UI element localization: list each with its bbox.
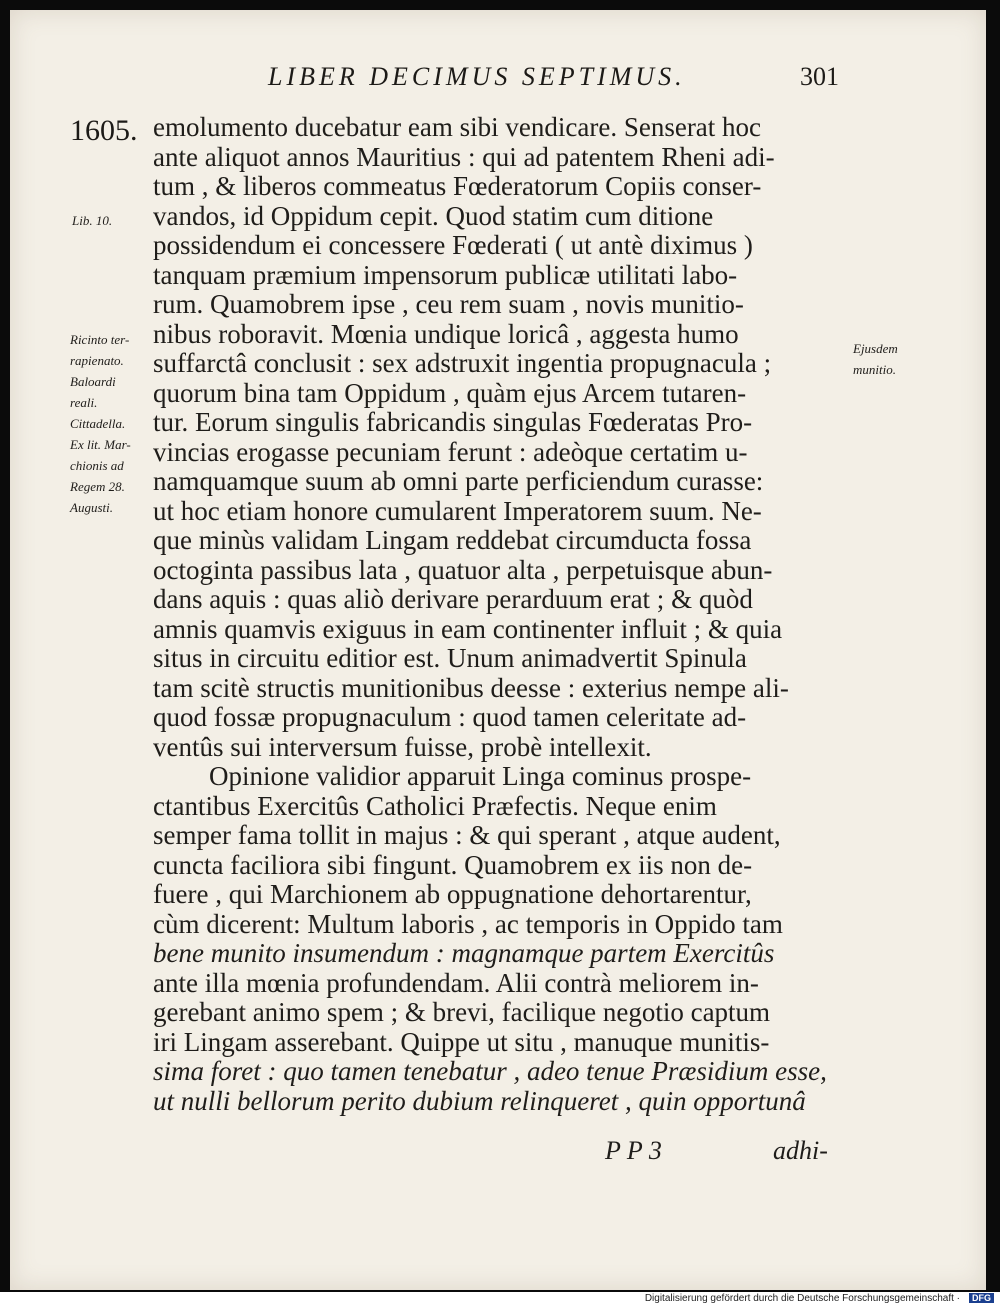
year-marginal: 1605. [70,114,138,147]
text-line: cuncta faciliora sibi fingunt. Quamobrem ex iis non de- [153,850,753,880]
text-line: ventûs sui interversum fuisse, probè intellexit. [153,732,652,762]
book-page [10,10,986,1290]
running-head: LIBER DECIMUS SEPTIMUS. [268,62,686,91]
text-line: gerebant animo spem ; & brevi, facilique negotio captum [153,998,771,1027]
margin-note-line: Baloardi [70,374,116,389]
page-number: 301 [800,62,839,91]
margin-note-line: munitio. [853,362,896,377]
digitization-footer [0,1292,1000,1307]
text-line: tur. Eorum singulis fabricandis singulas Fœderatas Pro- [153,408,753,437]
margin-note-ejusdem [853,338,898,380]
text-line: vandos, id Oppidum cepit. Quod statim cum ditione [153,201,714,231]
text-line: dans aquis : quas aliò derivare perarduum erat ; & quòd [153,585,753,614]
text-line: suffarctâ conclusit : sex adstruxit ingentia propugnacula ; [153,349,772,378]
text-line: iri Lingam asserebant. Quippe ut situ , manuque munitis- [153,1027,770,1057]
margin-note-line: chionis ad [70,458,124,473]
text-line: cùm dicerent: Multum laboris , ac temporis in Oppido tam [153,909,783,939]
text-line: quorum bina tam Oppidum , quàm ejus Arcem tutaren- [153,378,747,408]
text-line: ut nulli bellorum perito dubium relinqueret , quin opportunâ [153,1086,806,1116]
text-line: fuere , qui Marchionem ab oppugnatione dehortarentur, [153,880,752,909]
text-line: tam scitè structis munitionibus deesse : exterius nempe ali- [153,673,789,703]
text-line: que minùs validam Lingam reddebat circumducta fossa [153,526,752,555]
margin-note-line: Lib. 10. [72,213,113,228]
margin-note-line: Augusti. [70,500,113,515]
body-text [153,113,853,1116]
margin-note-lib [72,210,112,231]
signature-mark: P P 3 [605,1136,662,1165]
text-line: ctantibus Exercitûs Catholici Præfectis. Neque enim [153,791,717,821]
catchword: adhi- [773,1136,828,1165]
dfg-logo: DFG [969,1293,994,1303]
text-line: Opinione validior apparuit Linga cominus prospe- [209,762,752,791]
text-line: ut hoc etiam honore cumularent Imperatorem suum. Ne- [153,496,762,526]
text-line: namquamque suum ab omni parte perficiendum curasse: [153,467,764,496]
text-line: situs in circuitu editior est. Unum animadvertit Spinula [153,644,747,673]
text-line: semper fama tollit in majus : & qui sperant , atque audent, [153,821,781,850]
text-line: quod fossæ propugnaculum : quod tamen celeritate ad- [153,703,747,732]
text-line: ante illa mœnia profundendam. Alii contrà meliorem in- [153,968,759,998]
margin-note-line: Ex lit. Mar- [70,437,131,452]
margin-note-line: Ricinto ter- [70,332,130,347]
text-line: tum , & liberos commeatus Fœderatorum Copiis conser- [153,172,762,201]
text-line: amnis quamvis exiguus in eam continenter influit ; & quia [153,614,783,644]
text-line: sima foret : quo tamen tenebatur , adeo tenue Præsidium esse, [153,1057,827,1086]
text-line: possidendum ei concessere Fœderati ( ut antè diximus ) [153,231,753,260]
margin-note-line: rapienato. [70,353,124,368]
text-line: octoginta passibus lata , quatuor alta , perpetuisque abun- [153,555,773,585]
margin-note-line: reali. [70,395,98,410]
margin-note-line: Cittadella. [70,416,126,431]
text-line: ante aliquot annos Mauritius : qui ad patentem Rheni adi- [153,142,775,172]
text-line: rum. Quamobrem ipse , ceu rem suam , novis munitio- [153,290,744,319]
text-line: nibus roboravit. Mœnia undique loricâ , aggesta humo [153,319,739,349]
margin-note-line: Regem 28. [70,479,125,494]
footer-credit: Digitalisierung gefördert durch die Deutsche Forschungsgemeinschaft · [644,1293,960,1304]
margin-note-ricinto [70,329,131,518]
margin-note-line: Ejusdem [853,341,898,356]
text-line: bene munito insumendum : magnamque partem Exercitûs [153,939,775,968]
text-line: vincias erogasse pecuniam ferunt : adeòque certatim u- [153,437,748,467]
text-line: tanquam præmium impensorum publicæ utilitati labo- [153,260,738,290]
text-line: emolumento ducebatur eam sibi vendicare. Senserat hoc [153,113,762,142]
